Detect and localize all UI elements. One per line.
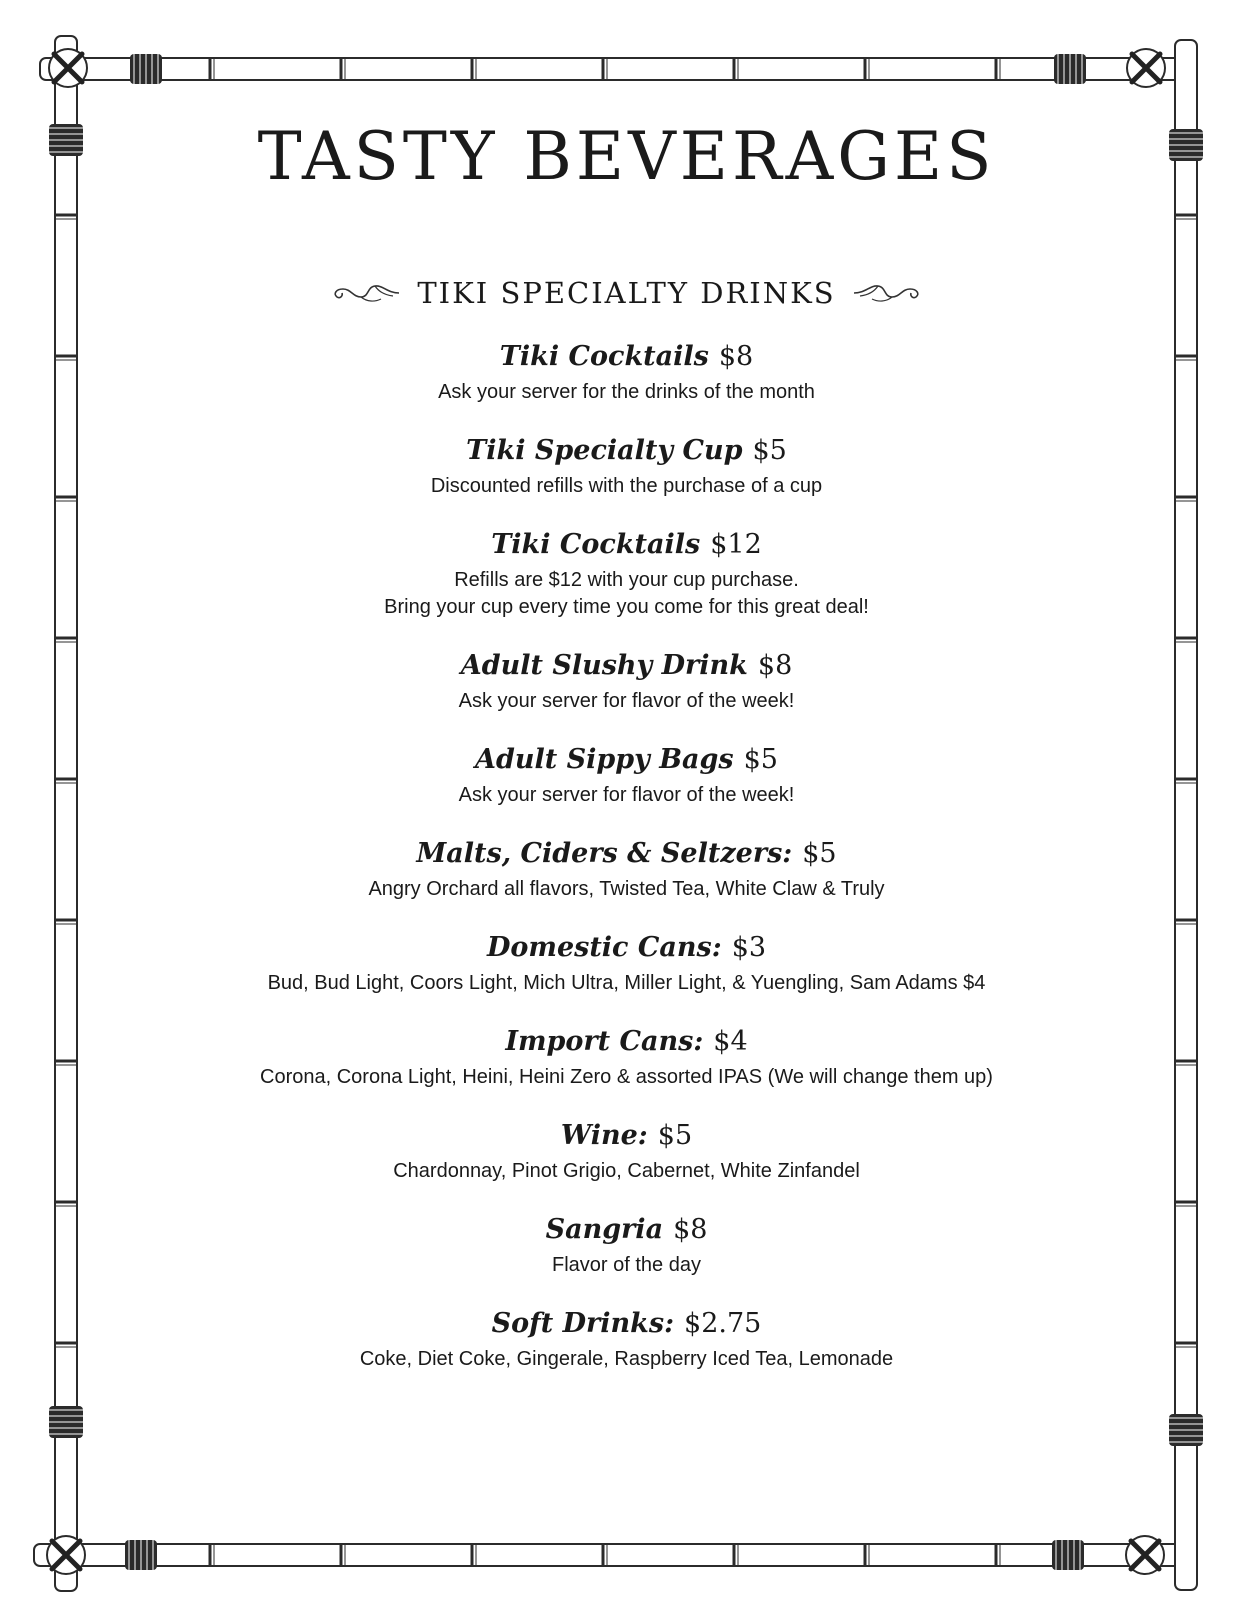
menu-item-description: Ask your server for the drinks of the month xyxy=(438,381,815,403)
menu-item xyxy=(140,1305,1113,1373)
menu-item-heading xyxy=(140,1117,1113,1158)
menu-item-price: $5 xyxy=(657,1120,693,1151)
menu-item-name: Soft Drinks: xyxy=(491,1308,675,1339)
menu-item-heading xyxy=(140,526,1113,567)
menu-item-description: Angry Orchard all flavors, Twisted Tea, White Claw & Truly xyxy=(368,878,885,900)
menu-item-price: $2.75 xyxy=(684,1308,762,1339)
menu-item-price: $5 xyxy=(802,838,837,869)
menu-item-description: Refills are $12 with your cup purchase. xyxy=(454,569,799,591)
menu-item-price: $8 xyxy=(757,650,793,681)
menu-item xyxy=(140,929,1113,997)
menu-item xyxy=(140,1211,1113,1279)
section-title: TIKI SPECIALTY DRINKS xyxy=(417,276,836,310)
menu-item-name: Tiki Cocktails xyxy=(499,341,709,372)
menu-item-name: Sangria xyxy=(545,1214,664,1245)
menu-item-description: Discounted refills with the purchase of a cup xyxy=(430,475,823,497)
menu-item-heading xyxy=(140,1211,1113,1252)
section-header xyxy=(140,276,1113,310)
menu-item-description: Bring your cup every time you come for this great deal! xyxy=(384,596,869,618)
menu-item-heading xyxy=(140,647,1113,688)
menu-item xyxy=(140,338,1113,406)
menu-item xyxy=(140,1023,1113,1091)
scroll-flourish-icon xyxy=(329,280,401,306)
menu-item-price: $8 xyxy=(718,341,754,372)
menu-item-description: Ask your server for flavor of the week! xyxy=(458,690,795,712)
menu-item xyxy=(140,647,1113,715)
menu-item-price: $5 xyxy=(752,435,787,466)
menu-item-description: Corona, Corona Light, Heini, Heini Zero & assorted IPAS (We will change them up) xyxy=(260,1066,993,1088)
menu-item-heading xyxy=(140,432,1113,473)
menu-item-name: Tiki Cocktails xyxy=(491,529,701,560)
menu-item-description: Ask your server for flavor of the week! xyxy=(458,784,795,806)
menu-item xyxy=(140,1117,1113,1185)
menu-item xyxy=(140,835,1113,903)
menu-item-heading xyxy=(140,1305,1113,1346)
menu-item-heading xyxy=(140,929,1113,970)
menu-item-name: Adult Slushy Drink xyxy=(460,650,748,681)
menu-item-name: Tiki Specialty Cup xyxy=(466,435,743,466)
menu-item-description: Bud, Bud Light, Coors Light, Mich Ultra, Miller Light, & Yuengling, Sam Adams $4 xyxy=(267,972,986,994)
menu-item-price: $5 xyxy=(743,744,778,775)
menu-item-name: Adult Sippy Bags xyxy=(475,744,734,775)
menu-item-description: Flavor of the day xyxy=(552,1254,701,1276)
scroll-flourish-icon xyxy=(852,280,924,306)
menu-item-description: Coke, Diet Coke, Gingerale, Raspberry Iced Tea, Lemonade xyxy=(359,1348,894,1370)
menu-item xyxy=(140,526,1113,621)
menu-item-price: $8 xyxy=(673,1214,708,1245)
page-title: TASTY BEVERAGES xyxy=(257,118,996,195)
menu-item-price: $3 xyxy=(731,932,767,963)
menu-item xyxy=(140,741,1113,809)
menu-item-heading xyxy=(140,338,1113,379)
menu-item-heading xyxy=(140,835,1113,876)
menu-item-name: Wine: xyxy=(560,1120,648,1151)
menu-item-heading xyxy=(140,1023,1113,1064)
menu-item-name: Domestic Cans: xyxy=(486,932,722,963)
menu-item xyxy=(140,432,1113,500)
menu-item-description: Chardonnay, Pinot Grigio, Cabernet, White Zinfandel xyxy=(393,1160,860,1182)
menu-item-price: $4 xyxy=(713,1026,748,1057)
menu-item-name: Import Cans: xyxy=(505,1026,704,1057)
menu-item-name: Malts, Ciders & Seltzers: xyxy=(416,838,793,869)
menu-item-price: $12 xyxy=(710,529,762,560)
menu-item-heading xyxy=(140,741,1113,782)
menu-items xyxy=(140,338,1113,1399)
